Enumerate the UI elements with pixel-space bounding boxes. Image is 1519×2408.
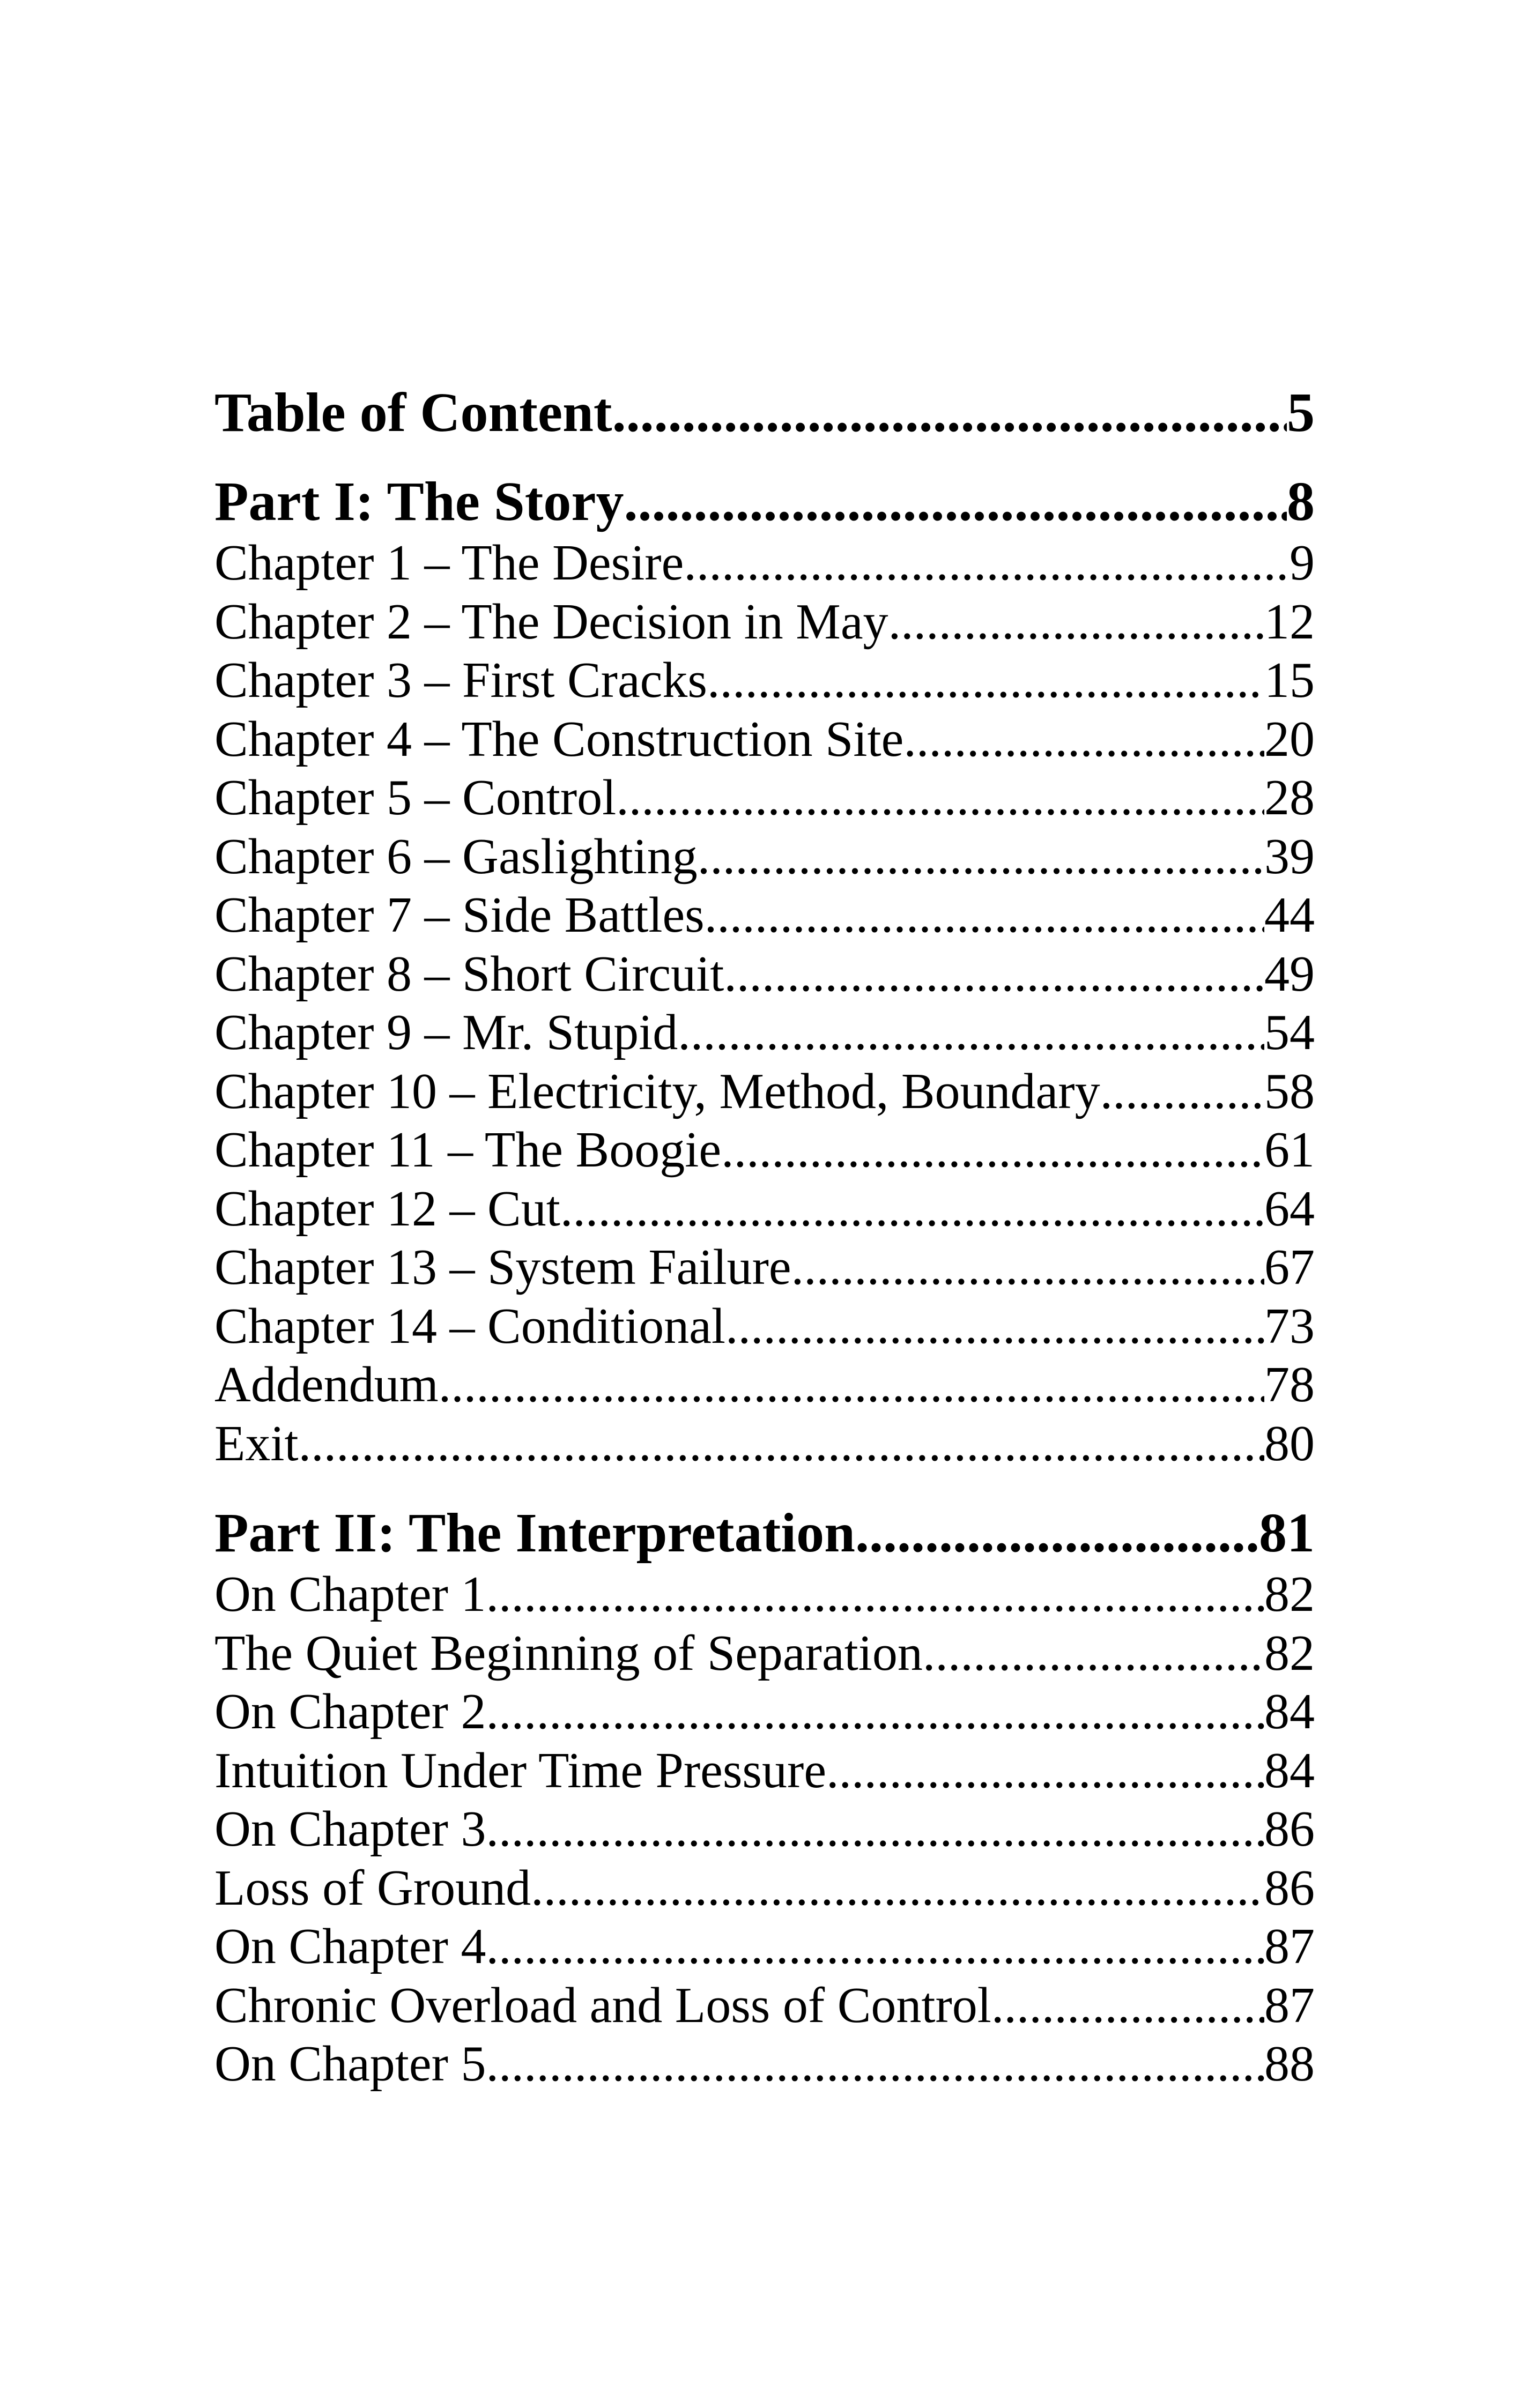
toc-heading-page: 5 xyxy=(1287,382,1315,443)
spacer xyxy=(214,445,1315,470)
toc-heading[interactable] xyxy=(214,381,1315,445)
entry-title: On Chapter 4 xyxy=(214,1919,486,1974)
entry-title: Loss of Ground xyxy=(214,1860,531,1916)
part1-title: Part I: The Story xyxy=(214,471,624,532)
entry-page: 87 xyxy=(1264,1977,1315,2033)
dot-leader xyxy=(439,1356,1264,1415)
dot-leader xyxy=(486,1683,1264,1742)
toc-entry[interactable] xyxy=(214,1415,1315,1474)
dot-leader xyxy=(725,1297,1264,1356)
entry-page: 9 xyxy=(1290,535,1315,591)
toc-entry[interactable] xyxy=(214,828,1315,887)
toc-entry[interactable] xyxy=(214,651,1315,710)
part1-page: 8 xyxy=(1287,471,1315,532)
toc-entry[interactable] xyxy=(214,593,1315,652)
toc-entry[interactable] xyxy=(214,1918,1315,1976)
entry-title: Chapter 1 – The Desire xyxy=(214,535,684,591)
entry-title: Chapter 13 – System Failure xyxy=(214,1239,791,1295)
dot-leader xyxy=(791,1238,1264,1297)
toc-entry[interactable] xyxy=(214,945,1315,1004)
dot-leader xyxy=(724,945,1264,1004)
entry-page: 15 xyxy=(1264,652,1315,708)
entry-title: Chapter 4 – The Construction Site xyxy=(214,711,904,767)
toc-entry[interactable] xyxy=(214,886,1315,945)
toc-entry[interactable] xyxy=(214,769,1315,828)
dot-leader xyxy=(486,1565,1264,1624)
dot-leader xyxy=(923,1624,1264,1683)
toc-entry[interactable] xyxy=(214,1356,1315,1415)
dot-leader xyxy=(826,1742,1264,1801)
dot-leader xyxy=(698,828,1264,887)
entry-page: 88 xyxy=(1264,2036,1315,2092)
entry-title: Exit xyxy=(214,1415,299,1471)
toc-entry[interactable] xyxy=(214,1180,1315,1239)
dot-leader xyxy=(855,1501,1259,1565)
toc-entry[interactable] xyxy=(214,710,1315,769)
entry-page: 80 xyxy=(1264,1415,1315,1471)
entry-page: 20 xyxy=(1264,711,1315,767)
entry-title: Intuition Under Time Pressure xyxy=(214,1742,827,1798)
dot-leader xyxy=(684,534,1290,593)
dot-leader xyxy=(616,769,1264,828)
dot-leader xyxy=(486,1800,1264,1859)
entry-title: On Chapter 5 xyxy=(214,2036,486,2092)
toc-entry[interactable] xyxy=(214,1859,1315,1918)
entry-page: 58 xyxy=(1264,1063,1315,1119)
dot-leader xyxy=(612,381,1287,445)
entry-page: 73 xyxy=(1264,1298,1315,1354)
entry-page: 82 xyxy=(1264,1625,1315,1681)
spacer xyxy=(214,1473,1315,1501)
entry-page: 67 xyxy=(1264,1239,1315,1295)
toc-entry[interactable] xyxy=(214,1238,1315,1297)
toc-entry[interactable] xyxy=(214,1624,1315,1683)
dot-leader xyxy=(721,1121,1264,1180)
toc-entry[interactable] xyxy=(214,2035,1315,2094)
entry-title: Chapter 5 – Control xyxy=(214,770,617,826)
entry-page: 28 xyxy=(1264,770,1315,826)
entry-page: 86 xyxy=(1264,1801,1315,1857)
entry-page: 54 xyxy=(1264,1005,1315,1060)
entry-page: 39 xyxy=(1264,828,1315,885)
entry-title: Chapter 3 – First Cracks xyxy=(214,652,707,708)
dot-leader xyxy=(903,710,1264,769)
entry-title: Chapter 9 – Mr. Stupid xyxy=(214,1005,678,1060)
dot-leader xyxy=(678,1004,1264,1062)
entry-page: 84 xyxy=(1264,1742,1315,1798)
dot-leader xyxy=(560,1180,1264,1239)
entry-title: Addendum xyxy=(214,1357,439,1413)
toc-entry[interactable] xyxy=(214,1683,1315,1742)
entry-page: 64 xyxy=(1264,1180,1315,1237)
dot-leader xyxy=(624,470,1287,534)
toc-entry[interactable] xyxy=(214,1297,1315,1356)
entry-title: Chapter 11 – The Boogie xyxy=(214,1122,722,1178)
dot-leader xyxy=(531,1859,1264,1918)
toc-entry[interactable] xyxy=(214,1565,1315,1624)
toc-entry[interactable] xyxy=(214,1800,1315,1859)
entry-title: Chapter 2 – The Decision in May xyxy=(214,593,888,650)
toc-entry[interactable] xyxy=(214,1004,1315,1062)
entry-page: 82 xyxy=(1264,1566,1315,1622)
part2-page: 81 xyxy=(1259,1502,1315,1564)
dot-leader xyxy=(705,886,1264,945)
part1-heading[interactable] xyxy=(214,470,1315,534)
entry-page: 49 xyxy=(1264,946,1315,1002)
entry-page: 12 xyxy=(1264,593,1315,650)
dot-leader xyxy=(1100,1062,1264,1121)
entry-title: Chapter 6 – Gaslighting xyxy=(214,828,698,885)
part2-title: Part II: The Interpretation xyxy=(214,1502,855,1564)
entry-page: 84 xyxy=(1264,1684,1315,1740)
entry-title: On Chapter 3 xyxy=(214,1801,486,1857)
entry-title: The Quiet Beginning of Separation xyxy=(214,1625,923,1681)
entry-title: On Chapter 2 xyxy=(214,1684,486,1740)
entry-title: Chapter 12 – Cut xyxy=(214,1180,560,1237)
entry-title: Chapter 10 – Electricity, Method, Boundary xyxy=(214,1063,1100,1119)
entry-page: 61 xyxy=(1264,1122,1315,1178)
entry-title: Chronic Overload and Loss of Control xyxy=(214,1977,991,2033)
part2-heading[interactable] xyxy=(214,1501,1315,1565)
dot-leader xyxy=(888,593,1264,652)
entry-page: 44 xyxy=(1264,887,1315,943)
table-of-contents xyxy=(214,381,1315,2094)
entry-title: On Chapter 1 xyxy=(214,1566,486,1622)
toc-entry[interactable] xyxy=(214,1742,1315,1801)
toc-entry[interactable] xyxy=(214,1121,1315,1180)
toc-entry[interactable] xyxy=(214,1062,1315,1121)
toc-entry[interactable] xyxy=(214,1976,1315,2035)
toc-entry[interactable] xyxy=(214,534,1315,593)
entry-title: Chapter 14 – Conditional xyxy=(214,1298,725,1354)
dot-leader xyxy=(486,1918,1264,1976)
entry-title: Chapter 8 – Short Circuit xyxy=(214,946,724,1002)
toc-heading-title: Table of Content xyxy=(214,382,612,443)
dot-leader xyxy=(486,2035,1264,2094)
dot-leader xyxy=(707,651,1264,710)
entry-page: 87 xyxy=(1264,1919,1315,1974)
entry-page: 78 xyxy=(1264,1357,1315,1413)
dot-leader xyxy=(991,1976,1264,2035)
entry-title: Chapter 7 – Side Battles xyxy=(214,887,705,943)
dot-leader xyxy=(299,1415,1264,1474)
entry-page: 86 xyxy=(1264,1860,1315,1916)
